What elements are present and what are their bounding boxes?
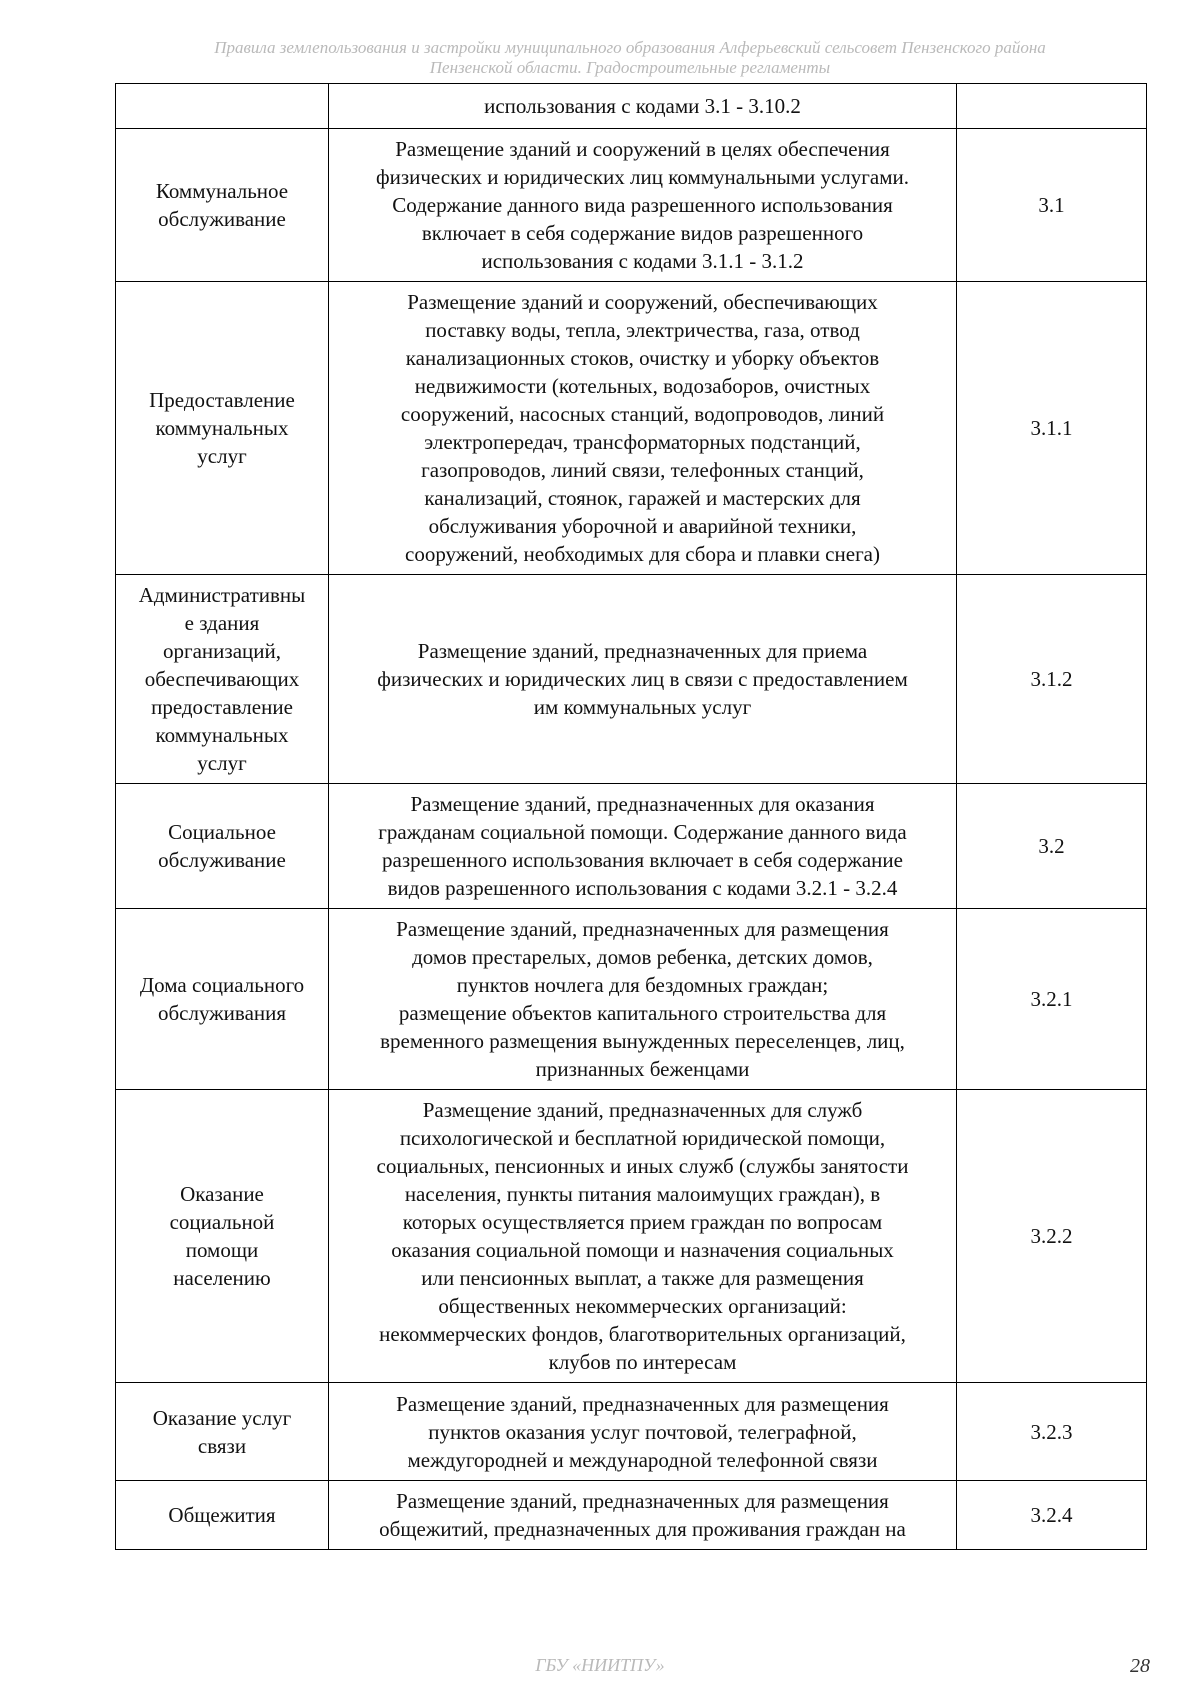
description-line: Размещение зданий и сооружений, обеспечивающих	[407, 290, 878, 314]
use-type-name-line: обеспечивающих	[144, 667, 300, 691]
table-row	[116, 282, 1147, 575]
table-row	[116, 784, 1147, 909]
description-line: Размещение зданий, предназначенных для служб	[422, 1098, 863, 1122]
use-type-code-cell	[957, 909, 1147, 1090]
description-line: признанных беженцами	[535, 1057, 750, 1081]
use-type-name-line: Административны	[138, 583, 306, 607]
description-line: электропередач, трансформаторных подстанций,	[424, 430, 861, 454]
description-line: Размещение зданий, предназначенных для размещения	[396, 917, 889, 941]
use-type-name-cell	[116, 784, 329, 909]
description-line: междугородней и международной телефонной связи	[407, 1447, 878, 1472]
footer-organization: ГБУ «НИИТПУ»	[535, 1655, 665, 1675]
description-line: газопроводов, линий связи, телефонных станций,	[421, 458, 864, 482]
description-line: некоммерческих фондов, благотворительных организаций,	[379, 1322, 906, 1346]
description-line: Размещение зданий и сооружений в целях обеспечения	[395, 137, 890, 161]
page-number: 28	[1130, 1655, 1150, 1677]
running-header-line: Правила землепользования и застройки муниципального образования Алферьевский сельсовет Пензенского района	[214, 38, 1046, 57]
use-type-code: 3.2.4	[1030, 1503, 1073, 1527]
use-type-code-cell	[957, 282, 1147, 575]
use-type-name-line: Социальное	[168, 820, 276, 844]
use-type-code: 3.2.2	[1030, 1224, 1073, 1248]
use-type-description-cell	[329, 784, 957, 909]
use-type-name-cell	[116, 1481, 329, 1550]
description-line: разрешенного использования включает в себя содержание	[382, 848, 903, 872]
description-line: включает в себя содержание видов разрешенного	[421, 221, 864, 245]
running-header-line: Пензенской области. Градостроительные регламенты	[429, 58, 831, 77]
description-line: им коммунальных услуг	[533, 695, 752, 719]
use-type-description-cell	[329, 282, 957, 575]
use-type-name-line: Оказание	[180, 1182, 264, 1206]
description-line: недвижимости (котельных, водозаборов, очистных	[414, 374, 871, 398]
use-type-description-cell	[329, 1481, 957, 1550]
use-type-code: 3.1	[1038, 193, 1065, 217]
description-line: социальных, пенсионных и иных служб (службы занятости	[376, 1154, 909, 1178]
use-type-description-cell	[329, 1383, 957, 1481]
description-line: общественных некоммерческих организаций:	[438, 1294, 847, 1318]
description-line: общежитий, предназначенных для проживания граждан на	[379, 1517, 906, 1541]
table-row	[116, 84, 1147, 129]
use-type-name-line: коммунальных	[155, 416, 289, 440]
use-type-name-line: услуг	[197, 444, 247, 468]
description-line: использования с кодами 3.1.1 - 3.1.2	[481, 249, 804, 273]
description-line: оказания социальной помощи и назначения социальных	[391, 1238, 894, 1262]
description-line: Размещение зданий, предназначенных для приема	[417, 639, 868, 663]
use-type-name-line: Общежития	[168, 1503, 276, 1527]
table-row	[116, 1383, 1147, 1481]
description-line: размещение объектов капитального строительства для	[398, 1001, 887, 1025]
use-type-code: 3.1.1	[1030, 416, 1073, 440]
description-line: канализаций, стоянок, гаражей и мастерских для	[424, 486, 861, 510]
description-line: канализационных стоков, очистку и уборку объектов	[405, 346, 880, 370]
description-line: домов престарелых, домов ребенка, детских домов,	[412, 945, 873, 969]
use-type-name-cell	[116, 909, 329, 1090]
description-line: Содержание данного вида разрешенного использования	[392, 193, 893, 217]
use-type-name-line: социальной	[169, 1210, 275, 1234]
use-type-code-cell	[957, 1090, 1147, 1383]
land-use-table	[115, 83, 1147, 1550]
use-type-code-cell	[957, 1481, 1147, 1550]
description-line: физических и юридических лиц коммунальными услугами.	[375, 165, 909, 189]
description-line: пунктов ночлега для бездомных граждан;	[456, 973, 829, 997]
use-type-code: 3.2	[1038, 834, 1065, 858]
use-type-name-line: обслуживания	[157, 1001, 287, 1025]
use-type-code: 3.1.2	[1030, 667, 1073, 691]
use-type-code-cell	[957, 84, 1147, 129]
use-type-code: 3.2.1	[1030, 987, 1073, 1011]
use-type-code-cell	[957, 575, 1147, 784]
description-line: Размещение зданий, предназначенных для размещения	[396, 1489, 889, 1513]
use-type-name-line: предоставление	[151, 695, 293, 719]
use-type-description-cell	[329, 84, 957, 129]
description-line: сооружений, насосных станций, водопроводов, линий	[400, 402, 885, 426]
description-line: обслуживания уборочной и аварийной техники,	[428, 514, 857, 538]
use-type-name-line: Дома социального	[139, 973, 305, 997]
description-line: которых осуществляется прием граждан по вопросам	[402, 1210, 883, 1234]
description-line: клубов по интересам	[548, 1350, 737, 1374]
use-type-name-line: Оказание услуг	[152, 1405, 292, 1430]
description-line: пунктов оказания услуг почтовой, телеграфной,	[428, 1419, 857, 1444]
description-line: Размещение зданий, предназначенных для размещения	[396, 1391, 889, 1416]
description-line: сооружений, необходимых для сбора и плавки снега)	[405, 542, 880, 566]
table-row	[116, 575, 1147, 784]
use-type-description-cell	[329, 129, 957, 282]
land-use-table-body	[116, 84, 1147, 1550]
use-type-name-line: Коммунальное	[155, 179, 289, 203]
description-line: психологической и бесплатной юридической помощи,	[399, 1126, 886, 1150]
description-line: временного размещения вынужденных переселенцев, лиц,	[380, 1029, 905, 1053]
table-row	[116, 1481, 1147, 1550]
use-type-code-cell	[957, 129, 1147, 282]
use-type-name-line: обслуживание	[158, 207, 286, 231]
use-type-name-cell	[116, 575, 329, 784]
use-type-name-line: обслуживание	[158, 848, 286, 872]
use-type-name-line: связи	[197, 1433, 247, 1458]
use-type-name-cell	[116, 84, 329, 129]
use-type-description-cell	[329, 1090, 957, 1383]
table-row	[116, 1090, 1147, 1383]
use-type-name-cell	[116, 1383, 329, 1481]
use-type-name-line: е здания	[184, 611, 260, 635]
use-type-name-cell	[116, 282, 329, 575]
table-row	[116, 909, 1147, 1090]
use-type-name-cell	[116, 129, 329, 282]
use-type-name-line: организаций,	[163, 639, 281, 663]
description-line: Размещение зданий, предназначенных для оказания	[410, 792, 875, 816]
description-line: использования с кодами 3.1 - 3.10.2	[484, 94, 801, 118]
use-type-name-line: населению	[173, 1266, 271, 1290]
use-type-code-cell	[957, 784, 1147, 909]
running-header	[110, 38, 1150, 78]
description-line: населения, пункты питания малоимущих граждан), в	[404, 1182, 881, 1206]
table-row	[116, 129, 1147, 282]
use-type-description-cell	[329, 575, 957, 784]
use-type-name-line: помощи	[185, 1238, 259, 1262]
description-line: видов разрешенного использования с кодами 3.2.1 - 3.2.4	[387, 876, 898, 900]
description-line: или пенсионных выплат, а также для размещения	[421, 1266, 864, 1290]
use-type-name-line: услуг	[197, 751, 247, 775]
use-type-code-cell	[957, 1383, 1147, 1481]
description-line: гражданам социальной помощи. Содержание данного вида	[378, 820, 907, 844]
description-line: поставку воды, тепла, электричества, газа, отвод	[425, 318, 860, 342]
use-type-name-line: коммунальных	[155, 723, 289, 747]
description-line: физических и юридических лиц в связи с предоставлением	[377, 667, 908, 691]
use-type-code: 3.2.3	[1030, 1419, 1073, 1444]
use-type-description-cell	[329, 909, 957, 1090]
use-type-name-line: Предоставление	[149, 388, 295, 412]
use-type-name-cell	[116, 1090, 329, 1383]
